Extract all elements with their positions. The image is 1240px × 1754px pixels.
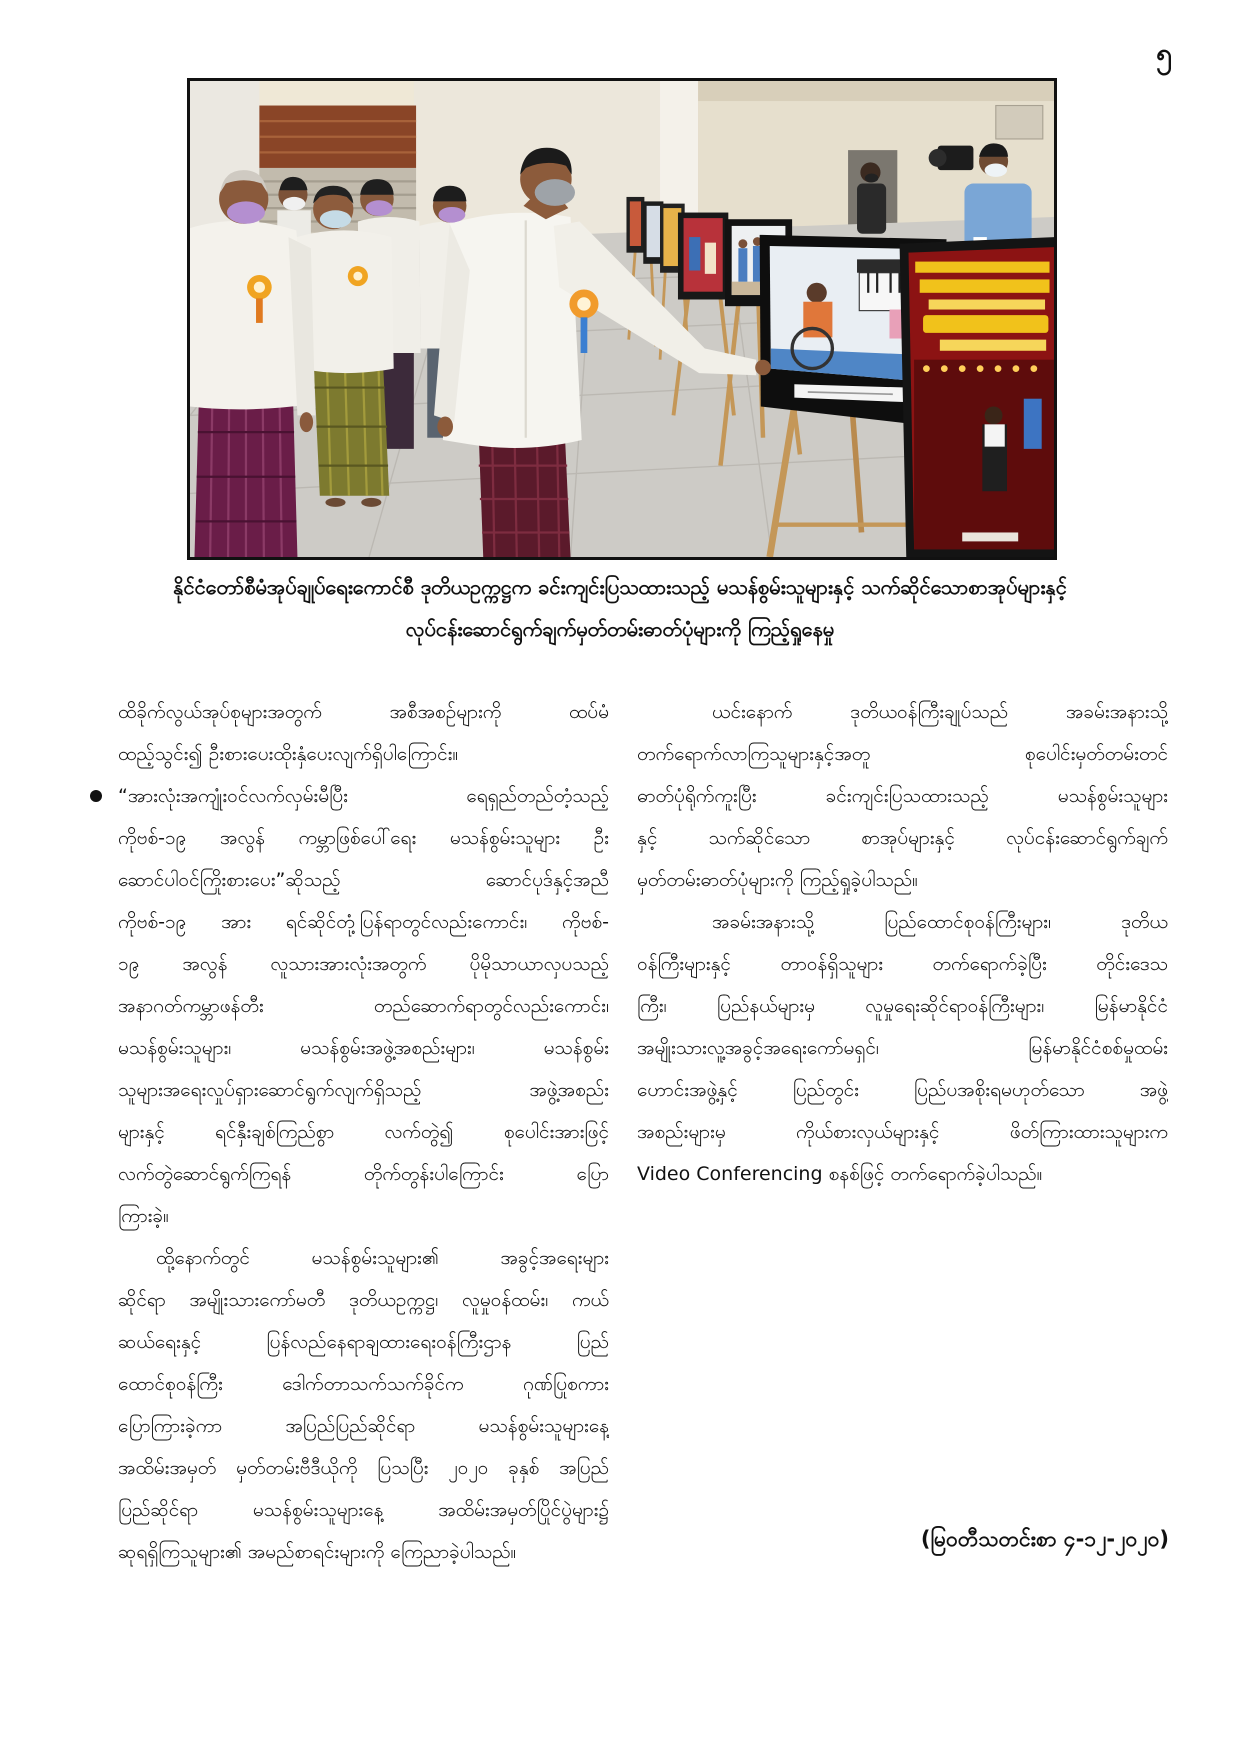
left-column [118,691,609,1573]
poster-frame-right [900,237,1054,557]
text-line: ကြီး၊ ပြည်နယ်များမှ လူမှုရေးဆိုင်ရာဝန်ကြီးများ၊ မြန်မာနိုင်ငံ [637,995,1168,1017]
bullet-icon [90,790,102,802]
text-line: Video Conferencing စနစ်ဖြင့် တက်ရောက်ခဲ့ပါသည်။ [637,1163,1043,1185]
right-column [637,691,1168,1195]
text-line: ကိုဗစ်-၁၉ အလွန် ကမ္ဘာဖြစ်ပေါ်ရေး မသန်စွမ်းသူများ ဦး [118,827,609,849]
paragraph [118,691,609,775]
exhibition-photo [187,78,1057,560]
text-line: ပြောကြားခဲ့ကာ အပြည်ပြည်ဆိုင်ရာ မသန်စွမ်းသူများနေ့ [118,1415,609,1437]
text-line: သူများအရေးလှုပ်ရှားဆောင်ရွက်လျက်ရှိသည့် အဖွဲ့အစည်း [118,1079,609,1101]
text-line: ဆိုင်ရာ အမျိုးသားကော်မတီ ဒုတိယဥက္ကဋ္ဌ၊ လူမှုဝန်ထမ်း၊ ကယ် [118,1289,609,1311]
text-line: ကိုဗစ်-၁၉ အား ရင်ဆိုင်တုံ့ပြန်ရာတွင်လည်းကောင်း၊ ကိုဗစ်- [118,911,609,933]
text-line: ဆောင်ပါဝင်ကြိုးစားပေး”ဆိုသည့် ဆောင်ပုဒ်နှင့်အညီ [118,869,609,891]
exhibition-photo-graphic [190,81,1054,557]
text-line: ထိခိုက်လွယ်အုပ်စုများအတွက် အစီအစဉ်များကို ထပ်မံ [118,701,609,723]
text-line: ဟောင်းအဖွဲ့နှင့် ပြည်တွင်း ပြည်ပအစိုးရမဟုတ်သော အဖွဲ့ [637,1079,1168,1101]
text-line: မသန်စွမ်းသူများ၊ မသန်စွမ်းအဖွဲ့အစည်းများ၊ မသန်စွမ်း [118,1037,609,1059]
text-line: အနာဂတ်ကမ္ဘာဖန်တီး တည်ဆောက်ရာတွင်လည်းကောင်း၊ [118,995,609,1017]
text-line: ၁၉ အလွန် လူသားအားလုံးအတွက် ပိုမိုသာယာလှပသည့် [118,953,609,975]
text-line: များနှင့် ရင်နှီးချစ်ကြည်စွာ လက်တွဲ၍ စုပေါင်းအားဖြင့် [118,1121,609,1143]
text-line: အခမ်းအနားသို့ ပြည်ထောင်စုဝန်ကြီးများ၊ ဒုတိယ [712,911,1168,933]
caption-line: နိုင်ငံတော်စီမံအုပ်ချုပ်ရေးကောင်စီ ဒုတိယဥက္ကဋ္ဌက ခင်းကျင်းပြသထားသည့် မသန်စွမ်းသူများနှင့် သက်ဆိုင်သောစာအုပ်များနှင့် [173,575,1067,599]
text-line: “အားလုံးအကျုံးဝင်လက်လှမ်းမီပြီး ရေရှည်တည်တံ့သည့် [118,785,609,807]
text-line: ထို့နောက်တွင် မသန်စွမ်းသူများ၏ အခွင့်အရေးများ [156,1247,609,1269]
text-line: တက်ရောက်လာကြသူများနှင့်အတူ စုပေါင်းမှတ်တမ်းတင် [637,743,1168,765]
caption-line: လုပ်ငန်းဆောင်ရွက်ချက်မှတ်တမ်းဓာတ်ပုံများကို ကြည့်ရှုနေမှု [405,617,835,641]
text-line: ယင်းနောက် ဒုတိယဝန်ကြီးချုပ်သည် အခမ်းအနားသို့ [712,701,1168,723]
text-line: ကြားခဲ့။ [118,1205,169,1227]
paragraph [637,901,1168,1195]
paragraph [118,1237,609,1573]
text-line: ဝန်ကြီးများနှင့် တာဝန်ရှိသူများ တက်ရောက်ခဲ့ပြီး တိုင်းဒေသ [637,953,1168,975]
page-number: ၅ [1156,37,1172,70]
text-line: လက်တွဲဆောင်ရွက်ကြရန် တိုက်တွန်းပါကြောင်း ပြော [118,1163,609,1185]
text-line: ဆယ်ရေးနှင့် ပြန်လည်နေရာချထားရေးဝန်ကြီးဌာန ပြည် [118,1331,609,1353]
source-credit: (မြဝတီသတင်းစာ ၄-၁၂-၂၀၂၀) [920,1527,1169,1551]
text-line: ဓာတ်ပုံရိုက်ကူးပြီး ခင်းကျင်းပြသထားသည့် မသန်စွမ်းသူများ [637,785,1168,807]
text-line: အထိမ်းအမှတ် မှတ်တမ်းဗီဒီယိုကို ပြသပြီး ၂၀၂၀ ခုနှစ် အပြည် [118,1457,609,1479]
text-line: ထောင်စုဝန်ကြီး ဒေါက်တာသက်သက်ခိုင်က ဂုဏ်ပြုစကား [118,1373,609,1395]
text-line: အစည်းများမှ ကိုယ်စားလှယ်များနှင့် ဖိတ်ကြားထားသူများက [637,1121,1168,1143]
text-line: နှင့် သက်ဆိုင်သော စာအုပ်များနှင့် လုပ်ငန်းဆောင်ရွက်ချက် [637,827,1168,849]
text-line: ထည့်သွင်း၍ ဦးစားပေးထိုးနှံပေးလျက်ရှိပါကြောင်း။ [118,743,459,765]
text-line: ပြည်ဆိုင်ရာ မသန်စွမ်းသူများနေ့ အထိမ်းအမှတ်ပြိုင်ပွဲများ၌ [118,1499,609,1521]
text-line: မှတ်တမ်းဓာတ်ပုံများကို ကြည့်ရှုခဲ့ပါသည်။ [637,869,918,891]
text-line: ဆုရရှိကြသူများ၏ အမည်စာရင်းများကို ကြေညာခဲ့ပါသည်။ [118,1541,517,1563]
bullet-paragraph [118,775,609,1237]
photo-caption [100,566,1140,650]
paragraph [637,691,1168,901]
text-line: အမျိုးသားလူ့အခွင့်အရေးကော်မရှင်၊ မြန်မာနိုင်ငံစစ်မှုထမ်း [637,1037,1168,1059]
